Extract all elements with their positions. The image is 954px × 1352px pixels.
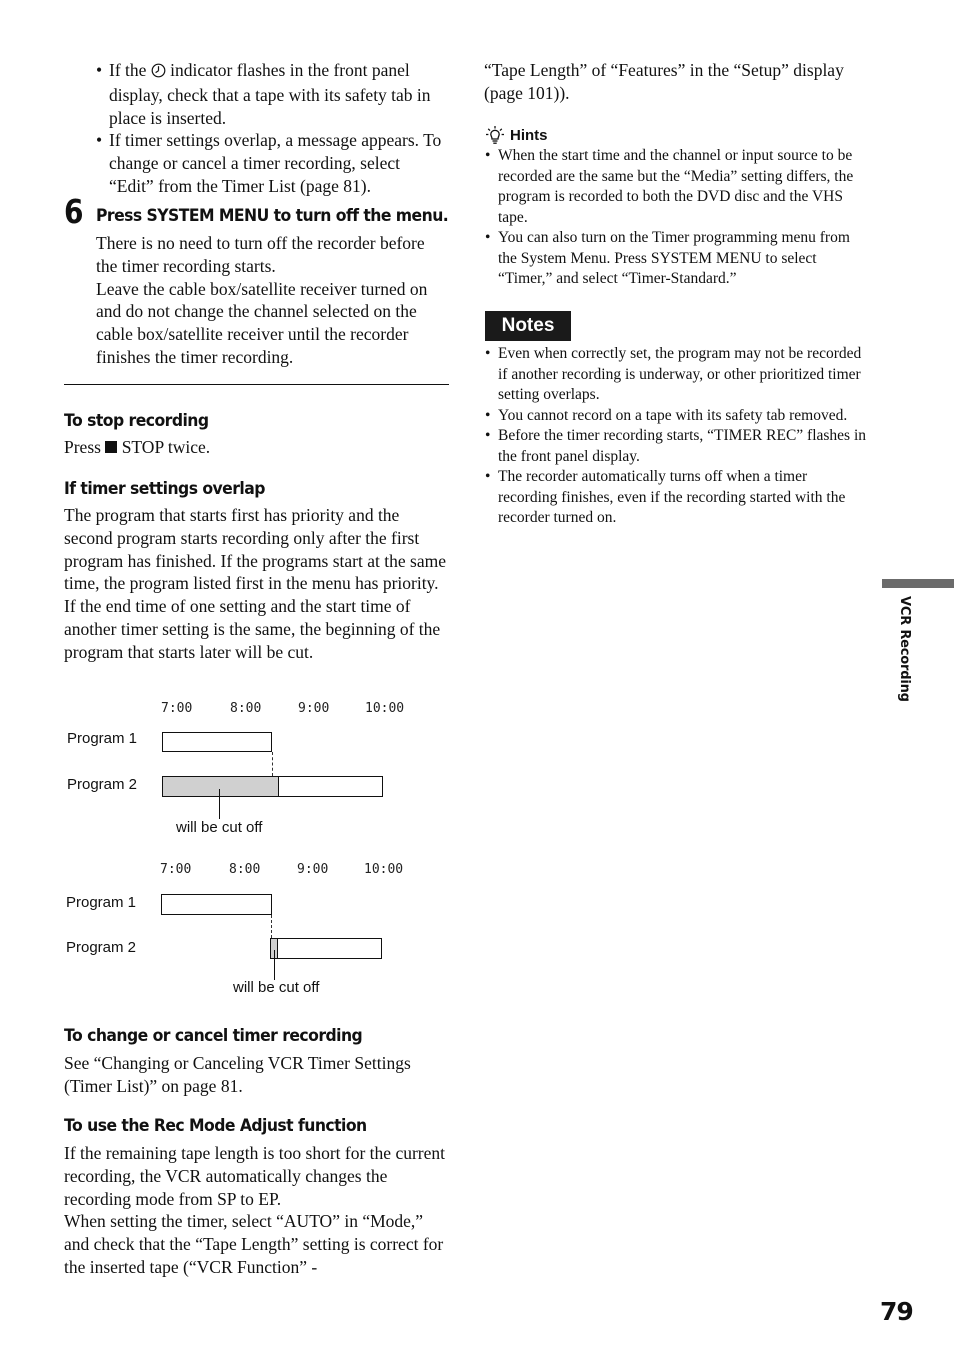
step-para-2: Leave the cable box/satellite receiver turned on and do not change the channel selected on the cable box/satellite receiver until the recorder finishes the timer recording. [96,278,428,367]
time-label-7: 7:00 [160,862,192,877]
step-number: 6 [64,192,84,231]
hints-header [485,124,548,146]
stop-square-icon [105,441,117,453]
side-tab-label: VCR Recording [897,596,912,702]
bullet-overlap-message: • If timer settings overlap, a message appears. To change or cancel a timer recording, select “Edit” from the Timer List (page 81). [96,129,448,197]
section-divider [64,384,449,385]
note-item: • Even when correctly set, the program may not be recorded if another recording is underway, or other prioritized timer setting overlaps. [485,344,867,406]
time-label-9: 9:00 [297,862,329,877]
notes-list [485,344,867,529]
step-body [96,232,450,369]
hints-list [485,146,867,290]
lightbulb-icon [485,125,505,145]
program-2-label: Program 2 [67,776,138,793]
heading-stop-recording: To stop recording [64,411,209,431]
timer-clock-icon [151,61,166,84]
step-para-1: There is no need to turn off the recorder before the timer recording starts. [96,233,425,276]
heading-rec-mode: To use the Rec Mode Adjust function [64,1116,367,1136]
hint-item: • You can also turn on the Timer programming menu from the System Menu. Press SYSTEM MENU to select “Timer,” and select “Timer-Standard.” [485,228,867,290]
hint-item: • When the start time and the channel or input source to be recorded are the same but the “Media” setting differs, the program is recorded to both the DVD disc and the VHS tape. [485,146,867,228]
end-dashed-line [271,915,272,938]
hints-label: Hints [510,126,548,144]
notes-label: Notes [485,311,571,341]
page-number: 79 [880,1297,913,1326]
time-label-9: 9:00 [298,701,330,716]
note-item: • Before the timer recording starts, “TIMER REC” flashes in the front panel display. [485,426,867,467]
program-2-label: Program 2 [66,939,137,956]
side-tab-bar [882,579,954,588]
time-label-10: 10:00 [365,701,405,716]
note-item: • The recorder automatically turns off when a timer recording finishes, even if the recording started with the recorder turned on. [485,467,867,529]
program-1-bar [161,894,272,915]
end-dashed-line [272,752,273,776]
change-cancel-body: See “Changing or Canceling VCR Timer Settings (Timer List)” on page 81. [64,1053,411,1096]
cut-pointer-line [219,789,220,819]
time-label-7: 7:00 [161,701,193,716]
heading-change-cancel: To change or cancel timer recording [64,1026,363,1046]
cut-pointer-line [274,950,275,980]
stop-recording-text: Press STOP twice. [64,437,211,457]
program-1-bar [162,732,272,752]
program-2-cut-portion [163,777,279,796]
top-bullet-list [96,59,448,198]
cut-label: will be cut off [233,979,320,996]
overlap-body: The program that starts first has priority and the second program starts recording only after the first program has finished. If the programs start at the same time, the program listed first in the menu has priority. If the end time of one setting and the start time of another timer setting is the same, the beginning of the program that starts later will be cut. [64,505,446,662]
time-label-8: 8:00 [229,862,261,877]
time-label-8: 8:00 [230,701,262,716]
heading-overlap: If timer settings overlap [64,479,265,499]
note-item: • You cannot record on a tape with its safety tab removed. [485,406,867,427]
bullet-safety-tab: • If the indicator flashes in the front panel display, check that a tape with its safety tab in place is inserted. [96,59,448,129]
rec-mode-body [64,1142,450,1279]
rec-mode-continued: “Tape Length” of “Features” in the “Setup” display (page 101)). [484,60,844,103]
program-1-label: Program 1 [66,894,137,911]
cut-label: will be cut off [176,819,263,836]
step-title: Press SYSTEM MENU to turn off the menu. [96,206,449,226]
rec-mode-para-1: If the remaining tape length is too short for the current recording, the VCR automatically changes the recording mode from SP to EP. [64,1143,445,1209]
program-2-bar [270,938,382,959]
program-1-label: Program 1 [67,730,138,747]
rec-mode-para-2: When setting the timer, select “AUTO” in “Mode,” and check that the “Tape Length” setting is correct for the inserted tape (“VCR Function” - [64,1211,444,1277]
time-label-10: 10:00 [364,862,404,877]
